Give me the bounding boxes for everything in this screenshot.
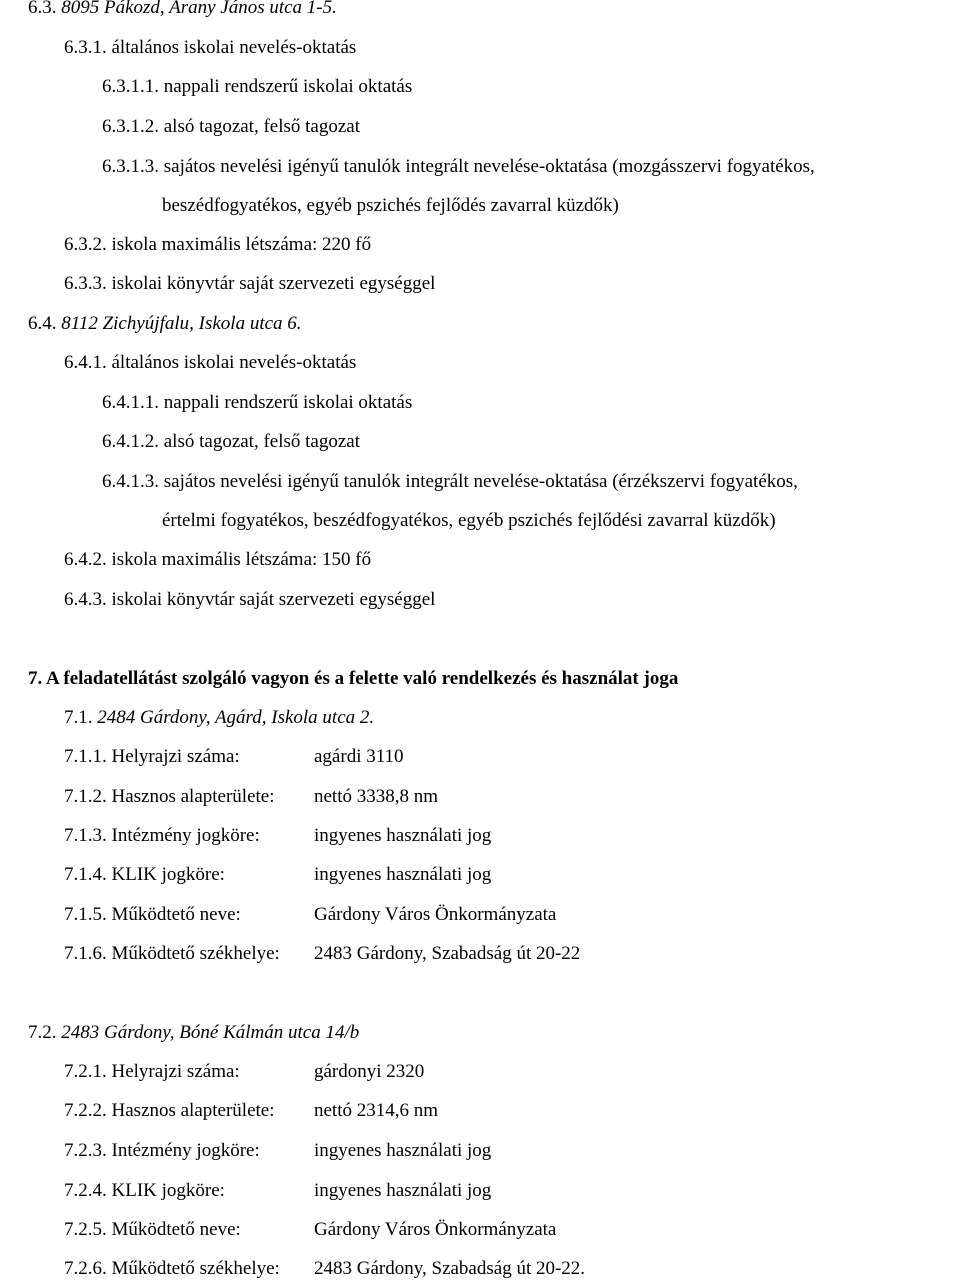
- property-key: 7.1.5. Működtető neve:: [64, 904, 241, 925]
- property-key: 7.1.1. Helyrajzi száma:: [64, 746, 240, 767]
- item-6-4-3: 6.4.3. iskolai könyvtár saját szervezeti egységgel: [64, 589, 436, 610]
- property-value: ingyenes használati jog: [314, 825, 492, 846]
- heading-6-4-title: 8112 Zichyújfalu, Iskola utca 6.: [61, 313, 302, 334]
- property-row: [64, 1100, 438, 1122]
- property-row: [64, 904, 556, 926]
- property-row: [64, 746, 404, 768]
- property-row: [64, 1219, 556, 1241]
- property-row: [64, 1140, 491, 1162]
- property-row: [64, 786, 438, 808]
- section-7-heading: 7. A feladatellátást szolgáló vagyon és a felette való rendelkezés és használat joga: [28, 668, 679, 689]
- item-6-3-1: 6.3.1. általános iskolai nevelés-oktatás: [64, 37, 357, 58]
- heading-7-1: [64, 707, 374, 729]
- heading-6-3-title: 8095 Pákozd, Arany János utca 1-5.: [61, 0, 337, 18]
- item-6-3-1-3-line1: 6.3.1.3. sajátos nevelési igényű tanulók integrált nevelése-oktatása (mozgásszervi fogyatékos,: [102, 156, 815, 177]
- item-6-3-1-2: 6.3.1.2. alsó tagozat, felső tagozat: [102, 116, 361, 137]
- heading-7-1-title: 2484 Gárdony, Agárd, Iskola utca 2.: [97, 707, 375, 728]
- heading-6-4-num: 6.4.: [28, 313, 57, 334]
- property-value: ingyenes használati jog: [314, 1140, 492, 1161]
- property-row: [64, 864, 491, 886]
- property-row: [64, 943, 580, 965]
- item-6-4-1-3-line2: értelmi fogyatékos, beszédfogyatékos, egyéb pszichés fejlődési zavarral küzdők): [162, 510, 776, 531]
- property-row: [64, 825, 491, 847]
- property-value: ingyenes használati jog: [314, 1180, 492, 1201]
- property-value: agárdi 3110: [314, 746, 404, 767]
- item-6-4-1: 6.4.1. általános iskolai nevelés-oktatás: [64, 352, 357, 373]
- property-value: gárdonyi 2320: [314, 1061, 425, 1082]
- item-6-4-1-1: 6.4.1.1. nappali rendszerű iskolai oktatás: [102, 392, 413, 413]
- item-6-3-1-3-line2: beszédfogyatékos, egyéb pszichés fejlődés zavarral küzdők): [162, 195, 619, 216]
- item-6-4-1-2: 6.4.1.2. alsó tagozat, felső tagozat: [102, 431, 361, 452]
- property-key: 7.1.4. KLIK jogköre:: [64, 864, 225, 885]
- property-value: Gárdony Város Önkormányzata: [314, 904, 557, 925]
- heading-6-3: [28, 0, 337, 19]
- heading-6-3-num: 6.3.: [28, 0, 57, 18]
- item-6-4-1-3-line1: 6.4.1.3. sajátos nevelési igényű tanulók integrált nevelése-oktatása (érzékszervi fogyatékos,: [102, 471, 798, 492]
- property-value: nettó 3338,8 nm: [314, 786, 439, 807]
- property-value: 2483 Gárdony, Szabadság út 20-22.: [314, 1258, 586, 1279]
- property-value: Gárdony Város Önkormányzata: [314, 1219, 557, 1240]
- property-key: 7.2.3. Intézmény jogköre:: [64, 1140, 260, 1161]
- property-key: 7.1.6. Működtető székhelye:: [64, 943, 280, 964]
- heading-7-2-title: 2483 Gárdony, Bóné Kálmán utca 14/b: [61, 1022, 360, 1043]
- heading-6-4: [28, 313, 302, 335]
- property-key: 7.1.3. Intézmény jogköre:: [64, 825, 260, 846]
- item-6-3-1-1: 6.3.1.1. nappali rendszerű iskolai oktatás: [102, 76, 413, 97]
- heading-7-2: [28, 1022, 359, 1044]
- property-key: 7.2.1. Helyrajzi száma:: [64, 1061, 240, 1082]
- property-key: 7.1.2. Hasznos alapterülete:: [64, 786, 275, 807]
- item-6-4-2: 6.4.2. iskola maximális létszáma: 150 fő: [64, 549, 372, 570]
- item-6-3-2: 6.3.2. iskola maximális létszáma: 220 fő: [64, 234, 372, 255]
- property-key: 7.2.2. Hasznos alapterülete:: [64, 1100, 275, 1121]
- property-key: 7.2.5. Működtető neve:: [64, 1219, 241, 1240]
- heading-7-1-num: 7.1.: [64, 707, 93, 728]
- heading-7-2-num: 7.2.: [28, 1022, 57, 1043]
- item-6-3-3: 6.3.3. iskolai könyvtár saját szervezeti egységgel: [64, 273, 436, 294]
- property-row: [64, 1258, 585, 1280]
- property-key: 7.2.4. KLIK jogköre:: [64, 1180, 225, 1201]
- property-value: 2483 Gárdony, Szabadság út 20-22: [314, 943, 581, 964]
- property-value: nettó 2314,6 nm: [314, 1100, 439, 1121]
- property-row: [64, 1061, 424, 1083]
- property-value: ingyenes használati jog: [314, 864, 492, 885]
- property-row: [64, 1180, 491, 1202]
- property-key: 7.2.6. Működtető székhelye:: [64, 1258, 280, 1279]
